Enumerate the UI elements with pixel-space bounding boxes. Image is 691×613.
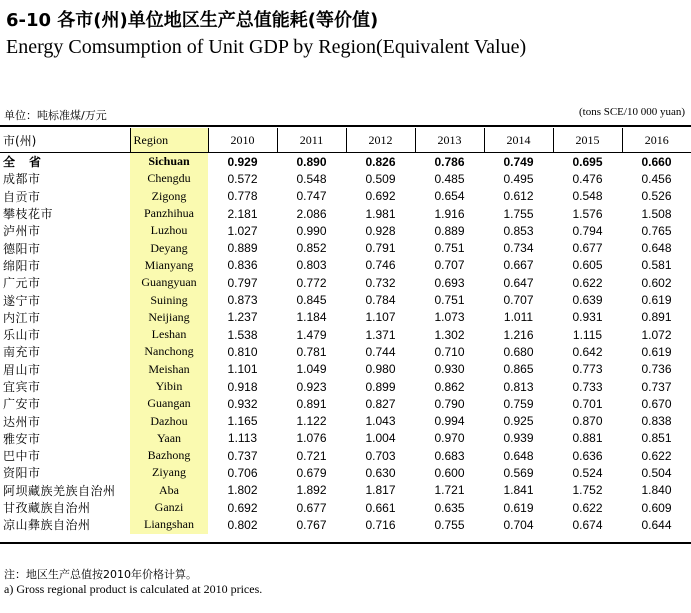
region-name-en: Neijiang: [130, 309, 208, 326]
footnote-cn: 注：地区生产总值按2010年价格计算。: [4, 568, 197, 581]
table-row: [0, 188, 691, 205]
table-row: [0, 326, 691, 343]
value-cell: 0.862: [434, 379, 465, 394]
value-cell: 0.476: [572, 171, 603, 186]
value-cell: 0.737: [227, 448, 258, 463]
value-cell: 0.548: [572, 189, 603, 204]
value-cell: 0.803: [296, 258, 327, 273]
value-cell: 1.752: [572, 483, 603, 498]
value-cell: 0.746: [365, 258, 396, 273]
value-cell: 0.693: [434, 275, 465, 290]
top-rule: [0, 125, 691, 127]
value-cell: 0.939: [503, 431, 534, 446]
region-name-en: Leshan: [130, 326, 208, 343]
table-title-cn: 6-10 各市(州)单位地区生产总值能耗(等价值): [6, 10, 379, 31]
value-cell: 0.759: [503, 396, 534, 411]
table-row: [0, 274, 691, 291]
value-cell: 0.679: [296, 465, 327, 480]
value-cell: 0.810: [227, 344, 258, 359]
value-cell: 0.674: [572, 517, 603, 532]
region-name-en: Liangshan: [130, 516, 208, 533]
region-name-en: Luzhou: [130, 222, 208, 239]
table-row: [0, 430, 691, 447]
table-row: [0, 516, 691, 533]
value-cell: 1.817: [365, 483, 396, 498]
value-cell: 0.509: [365, 171, 396, 186]
region-name-en: Aba: [130, 482, 208, 499]
value-cell: 0.695: [572, 154, 603, 169]
table-row: [0, 239, 691, 256]
region-name-cn: 泸州市: [3, 224, 41, 239]
value-cell: 0.784: [365, 293, 396, 308]
region-name-en: Nanchong: [130, 343, 208, 360]
value-cell: 0.931: [572, 310, 603, 325]
value-cell: 1.916: [434, 206, 465, 221]
value-cell: 0.797: [227, 275, 258, 290]
value-cell: 1.122: [296, 414, 327, 429]
value-cell: 1.165: [227, 414, 258, 429]
value-cell: 0.569: [503, 465, 534, 480]
table-row: [0, 499, 691, 516]
region-name-en: Panzhihua: [130, 205, 208, 222]
value-cell: 0.721: [296, 448, 327, 463]
value-cell: 0.639: [572, 293, 603, 308]
value-cell: 1.892: [296, 483, 327, 498]
value-cell: 0.790: [434, 396, 465, 411]
region-name-cn: 广元市: [3, 276, 41, 291]
value-cell: 0.773: [572, 362, 603, 377]
value-cell: 0.692: [365, 189, 396, 204]
table-row: [0, 309, 691, 326]
value-cell: 0.734: [503, 241, 534, 256]
value-cell: 0.716: [365, 517, 396, 532]
value-cell: 0.622: [641, 448, 672, 463]
value-cell: 0.925: [503, 414, 534, 429]
value-cell: 1.073: [434, 310, 465, 325]
value-cell: 1.981: [365, 206, 396, 221]
value-cell: 0.600: [434, 465, 465, 480]
value-cell: 0.990: [296, 223, 327, 238]
value-cell: 0.630: [365, 465, 396, 480]
value-cell: 0.548: [296, 171, 327, 186]
region-name-cn: 凉山彝族自治州: [3, 518, 91, 533]
table-row: [0, 412, 691, 429]
region-name-en: Meishan: [130, 361, 208, 378]
table-row: [0, 222, 691, 239]
value-cell: 0.619: [641, 293, 672, 308]
region-name-cn: 南充市: [3, 345, 41, 360]
value-cell: 1.004: [365, 431, 396, 446]
region-name-en: Bazhong: [130, 447, 208, 464]
value-cell: 0.747: [296, 189, 327, 204]
value-cell: 0.929: [227, 154, 258, 169]
value-cell: 0.504: [641, 465, 672, 480]
value-cell: 0.845: [296, 293, 327, 308]
value-cell: 0.677: [296, 500, 327, 515]
value-cell: 0.636: [572, 448, 603, 463]
value-cell: 0.755: [434, 517, 465, 532]
value-cell: 0.891: [296, 396, 327, 411]
value-cell: 0.827: [365, 396, 396, 411]
table-row: [0, 464, 691, 481]
value-cell: 0.980: [365, 362, 396, 377]
value-cell: 1.027: [227, 223, 258, 238]
value-cell: 0.654: [434, 189, 465, 204]
value-cell: 0.648: [503, 448, 534, 463]
value-cell: 1.237: [227, 310, 258, 325]
value-cell: 0.660: [641, 154, 672, 169]
value-cell: 0.744: [365, 344, 396, 359]
value-cell: 0.891: [641, 310, 672, 325]
value-cell: 0.767: [296, 517, 327, 532]
region-name-en: Chengdu: [130, 170, 208, 187]
value-cell: 0.778: [227, 189, 258, 204]
region-name-en: Ziyang: [130, 464, 208, 481]
value-cell: 0.647: [503, 275, 534, 290]
value-cell: 1.538: [227, 327, 258, 342]
region-name-cn: 攀枝花市: [3, 207, 54, 222]
region-name-en: Deyang: [130, 239, 208, 256]
value-cell: 0.692: [227, 500, 258, 515]
value-cell: 1.840: [641, 483, 672, 498]
value-cell: 0.802: [227, 517, 258, 532]
value-cell: 0.736: [641, 362, 672, 377]
table-row: [0, 153, 691, 171]
value-cell: 1.101: [227, 362, 258, 377]
region-name-cn: 达州市: [3, 414, 41, 429]
region-name-en: Yibin: [130, 378, 208, 395]
value-cell: 1.508: [641, 206, 672, 221]
value-cell: 1.721: [434, 483, 465, 498]
value-cell: 0.635: [434, 500, 465, 515]
value-cell: 1.841: [503, 483, 534, 498]
table-row: [0, 343, 691, 360]
header-year: 2013: [415, 128, 484, 153]
header-region-cn: 市(州): [0, 128, 130, 153]
value-cell: 1.076: [296, 431, 327, 446]
region-name-cn: 宜宾市: [3, 380, 41, 394]
value-cell: 0.526: [641, 189, 672, 204]
value-cell: 0.644: [641, 517, 672, 532]
value-cell: 0.683: [434, 448, 465, 463]
value-cell: 0.813: [503, 379, 534, 394]
value-cell: 1.216: [503, 327, 534, 342]
value-cell: 1.113: [227, 431, 258, 446]
region-name-cn: 眉山市: [3, 362, 41, 377]
value-cell: 0.899: [365, 379, 396, 394]
region-name-cn: 内江市: [3, 310, 41, 325]
value-cell: 0.765: [641, 223, 672, 238]
region-name-en: Mianyang: [130, 257, 208, 274]
region-name-en: Zigong: [130, 188, 208, 205]
unit-label-cn: 单位：吨标准煤/万元: [4, 109, 107, 122]
value-cell: 0.733: [572, 379, 603, 394]
table-row: [0, 205, 691, 222]
value-cell: 0.661: [365, 500, 396, 515]
value-cell: 1.011: [503, 310, 534, 325]
unit-label-en: (tons SCE/10 000 yuan): [578, 106, 685, 118]
header-year: 2016: [622, 128, 691, 153]
region-name-cn: 乐山市: [3, 328, 41, 343]
bottom-rule: [0, 542, 691, 544]
header-row: [0, 128, 691, 153]
region-name-cn: 全省: [3, 155, 56, 170]
value-cell: 0.932: [227, 396, 258, 411]
value-cell: 0.609: [641, 500, 672, 515]
region-name-cn: 成都市: [3, 172, 41, 187]
region-name-en: Ganzi: [130, 499, 208, 516]
value-cell: 0.619: [641, 344, 672, 359]
value-cell: 2.181: [227, 206, 258, 221]
header-year: 2011: [277, 128, 346, 153]
region-name-cn: 资阳市: [3, 466, 41, 481]
energy-table: [0, 128, 691, 534]
region-name-cn: 德阳市: [3, 241, 41, 256]
value-cell: 1.072: [641, 327, 672, 342]
region-name-en: Suining: [130, 291, 208, 308]
value-cell: 0.851: [641, 431, 672, 446]
table-row: [0, 291, 691, 308]
header-year: 2014: [484, 128, 553, 153]
region-name-en: Guangan: [130, 395, 208, 412]
value-cell: 1.755: [503, 206, 534, 221]
value-cell: 0.923: [296, 379, 327, 394]
value-cell: 0.865: [503, 362, 534, 377]
value-cell: 1.802: [227, 483, 258, 498]
table-title-en: Energy Comsumption of Unit GDP by Region(Equivalent Value): [6, 36, 527, 58]
value-cell: 0.836: [227, 258, 258, 273]
value-cell: 0.602: [641, 275, 672, 290]
value-cell: 0.667: [503, 258, 534, 273]
value-cell: 0.732: [365, 275, 396, 290]
region-name-cn: 巴中市: [3, 449, 41, 464]
value-cell: 0.642: [572, 344, 603, 359]
value-cell: 0.853: [503, 223, 534, 238]
value-cell: 1.115: [572, 327, 603, 342]
value-cell: 0.889: [434, 223, 465, 238]
region-name-cn: 甘孜藏族自治州: [3, 501, 91, 516]
value-cell: 1.107: [365, 310, 396, 325]
region-name-cn: 遂宁市: [3, 293, 41, 308]
value-cell: 0.710: [434, 344, 465, 359]
header-region-en: Region: [130, 128, 208, 153]
value-cell: 0.873: [227, 293, 258, 308]
value-cell: 0.581: [641, 258, 672, 273]
value-cell: 1.302: [434, 327, 465, 342]
value-cell: 0.889: [227, 241, 258, 256]
value-cell: 0.970: [434, 431, 465, 446]
region-name-cn: 雅安市: [3, 431, 41, 446]
table-row: [0, 447, 691, 464]
header-year: 2012: [346, 128, 415, 153]
value-cell: 0.648: [641, 241, 672, 256]
value-cell: 0.772: [296, 275, 327, 290]
region-name-cn: 广安市: [3, 397, 41, 412]
value-cell: 0.622: [572, 500, 603, 515]
region-name-cn: 自贡市: [3, 189, 41, 204]
footnote-en: a) Gross regional product is calculated at 2010 prices.: [4, 582, 263, 596]
table-body: [0, 153, 691, 534]
table-row: [0, 482, 691, 499]
value-cell: 1.043: [365, 414, 396, 429]
table-row: [0, 257, 691, 274]
value-cell: 0.890: [296, 154, 327, 169]
region-name-en: Yaan: [130, 430, 208, 447]
value-cell: 0.794: [572, 223, 603, 238]
value-cell: 0.670: [641, 396, 672, 411]
region-name-cn: 绵阳市: [3, 258, 41, 273]
value-cell: 0.751: [434, 241, 465, 256]
value-cell: 1.184: [296, 310, 327, 325]
value-cell: 0.495: [503, 171, 534, 186]
region-name-en: Guangyuan: [130, 274, 208, 291]
table-row: [0, 170, 691, 187]
value-cell: 0.781: [296, 344, 327, 359]
value-cell: 0.826: [365, 154, 396, 169]
value-cell: 0.791: [365, 241, 396, 256]
value-cell: 0.786: [434, 154, 465, 169]
value-cell: 0.605: [572, 258, 603, 273]
value-cell: 0.870: [572, 414, 603, 429]
value-cell: 0.572: [227, 171, 258, 186]
value-cell: 1.049: [296, 362, 327, 377]
value-cell: 0.524: [572, 465, 603, 480]
value-cell: 0.918: [227, 379, 258, 394]
value-cell: 1.479: [296, 327, 327, 342]
value-cell: 0.737: [641, 379, 672, 394]
value-cell: 0.677: [572, 241, 603, 256]
header-year: 2010: [208, 128, 277, 153]
table-row: [0, 395, 691, 412]
table-row: [0, 361, 691, 378]
value-cell: 0.704: [503, 517, 534, 532]
value-cell: 0.485: [434, 171, 465, 186]
value-cell: 0.852: [296, 241, 327, 256]
value-cell: 0.701: [572, 396, 603, 411]
value-cell: 1.371: [365, 327, 396, 342]
value-cell: 0.680: [503, 344, 534, 359]
value-cell: 0.612: [503, 189, 534, 204]
table-row: [0, 378, 691, 395]
value-cell: 0.707: [503, 293, 534, 308]
value-cell: 1.576: [572, 206, 603, 221]
value-cell: 0.751: [434, 293, 465, 308]
value-cell: 0.881: [572, 431, 603, 446]
value-cell: 0.456: [641, 171, 672, 186]
value-cell: 0.706: [227, 465, 258, 480]
value-cell: 0.838: [641, 414, 672, 429]
value-cell: 0.928: [365, 223, 396, 238]
value-cell: 0.749: [503, 154, 534, 169]
region-name-en: Sichuan: [130, 153, 208, 171]
value-cell: 0.703: [365, 448, 396, 463]
region-name-cn: 阿坝藏族羌族自治州: [3, 483, 116, 498]
value-cell: 0.994: [434, 414, 465, 429]
value-cell: 0.930: [434, 362, 465, 377]
header-year: 2015: [553, 128, 622, 153]
value-cell: 2.086: [296, 206, 327, 221]
value-cell: 0.707: [434, 258, 465, 273]
value-cell: 0.622: [572, 275, 603, 290]
region-name-en: Dazhou: [130, 412, 208, 429]
value-cell: 0.619: [503, 500, 534, 515]
